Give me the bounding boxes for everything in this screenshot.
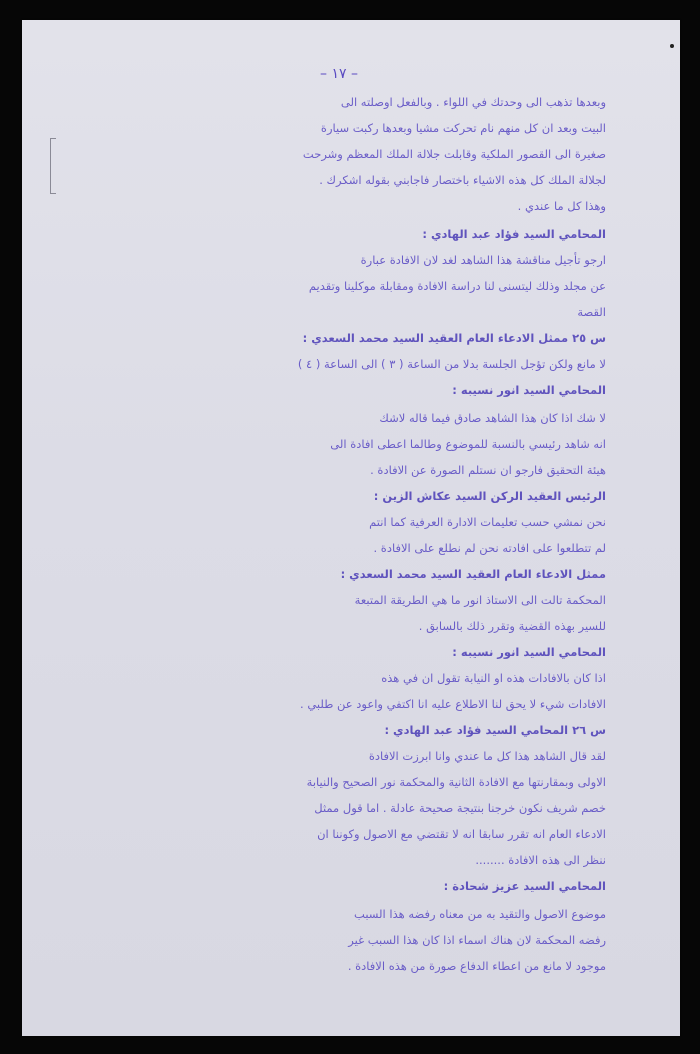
speaker-heading: المحامي السيد انور نسيبه :: [452, 645, 606, 659]
speaker-heading: س ٢٦ المحامي السيد فؤاد عبد الهادي :: [384, 723, 606, 737]
text-line: المحكمة تالت الى الاستاذ انور ما هي الطريقة المتبعة: [354, 593, 606, 607]
text-line: موضوع الاصول والتقيد به من معناه رفضه هذا السبب: [354, 907, 606, 921]
text-line: لم تتطلعوا على افادته نحن لم نطلع على الافادة .: [373, 541, 606, 555]
text-line: ارجو تأجيل مناقشة هذا الشاهد لغد لان الافادة عبارة: [360, 253, 606, 267]
speaker-heading: المحامي السيد فؤاد عبد الهادي :: [422, 227, 606, 241]
document-page: [22, 20, 680, 1036]
text-line: موجود لا مانع من اعطاء الدفاع صورة من هذه الافادة .: [347, 959, 606, 973]
page-number: – ١٧ –: [320, 66, 358, 82]
speaker-heading: المحامي السيد انور نسيبه :: [452, 383, 606, 397]
text-line: ننظر الى هذه الافادة ........: [475, 853, 606, 867]
text-line: رفضه المحكمة لان هناك اسماء اذا كان هذا السبب غير: [348, 933, 606, 947]
text-line: وهذا كل ما عندي .: [517, 199, 606, 213]
speaker-heading: المحامي السيد عزيز شحادة :: [443, 879, 606, 893]
margin-bracket-mark: [50, 138, 67, 194]
text-line: هيئة التحقيق فارجو ان نستلم الصورة عن الافادة .: [370, 463, 606, 477]
speaker-heading: س ٢٥ ممثل الادعاء العام العقيد السيد محمد السعدي :: [302, 331, 606, 345]
speaker-heading: ممثل الادعاء العام العقيد السيد محمد السعدي :: [340, 567, 606, 581]
text-line: القصة: [577, 305, 606, 319]
corner-dot-mark: [670, 44, 674, 48]
text-line: الافادات شيء لا يحق لنا الاطلاع عليه انا اكتفي واعود عن طلبي .: [300, 697, 606, 711]
text-line: الادعاء العام انه تقرر سابقا انه لا تقتضي مع الاصول وكوننا ان: [317, 827, 606, 841]
text-line: الاولى وبمقارنتها مع الافادة الثانية والمحكمة نور الصحيح والنيابة: [306, 775, 606, 789]
text-line: انه شاهد رئيسي بالنسبة للموضوع وطالما اعطى افادة الى: [330, 437, 606, 451]
text-line: اذا كان بالافادات هذه او النيابة تقول ان في هذه: [381, 671, 606, 685]
text-line: عن مجلد وذلك ليتسنى لنا دراسة الافادة ومقابلة موكلينا وتقديم: [308, 279, 606, 293]
speaker-heading: الرئيس العقيد الركن السيد عكاش الزين :: [373, 489, 606, 503]
text-line: لقد قال الشاهد هذا كل ما عندي وانا ابرزت الافادة: [368, 749, 606, 763]
text-line: لا شك اذا كان هذا الشاهد صادق فيما قاله لاشك: [379, 411, 606, 425]
text-line: لجلالة الملك كل هذه الاشياء باختصار فاجابني بقوله اشكرك .: [319, 173, 606, 187]
text-line: لا مانع ولكن تؤجل الجلسة بدلا من الساعة ( ٣ ) الى الساعة ( ٤ ): [297, 357, 606, 371]
text-line: وبعدها تذهب الى وحدتك في اللواء . وبالفعل اوصلته الى: [340, 95, 606, 109]
text-line: خصم شريف نكون خرجنا بنتيجة صحيحة عادلة . اما قول ممثل: [314, 801, 606, 815]
text-line: البيت وبعد ان كل منهم نام تحركت مشيا وبعدها ركبت سيارة: [320, 121, 606, 135]
text-line: صغيرة الى القصور الملكية وقابلت جلالة الملك المعظم وشرحت: [302, 147, 606, 161]
text-line: للسير بهذه القضية وتقرر ذلك بالسابق .: [418, 619, 606, 633]
text-line: نحن نمشي حسب تعليمات الادارة العرفية كما انتم: [369, 515, 606, 529]
